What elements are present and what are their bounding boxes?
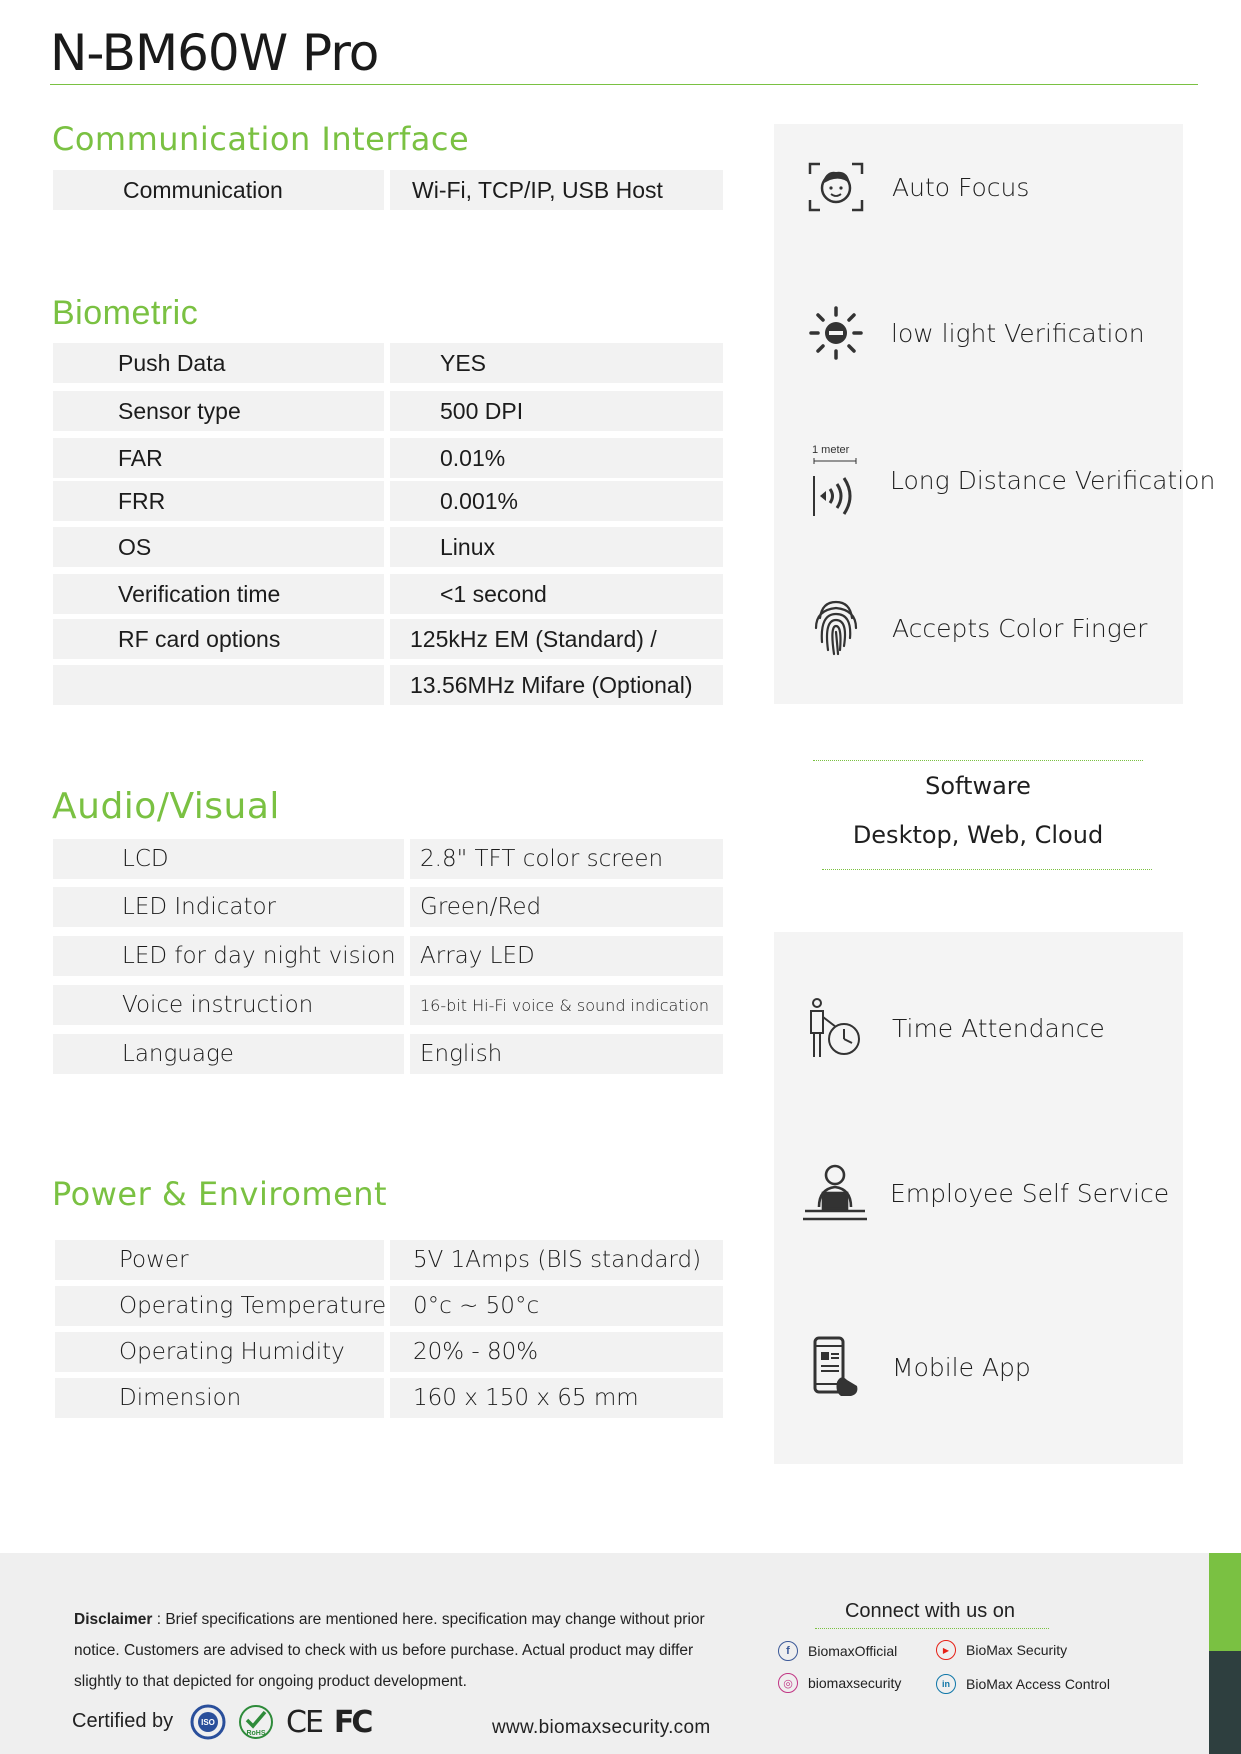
time-attendance-icon [804, 998, 864, 1058]
certified-label: Certified by [72, 1710, 174, 1732]
social-instagram[interactable] [778, 1673, 901, 1693]
rohs-logo-icon [238, 1704, 274, 1740]
connect-title: Connect with us on [844, 1600, 1016, 1622]
feature-label: Employee Self Service [890, 1178, 1170, 1208]
ce-mark-icon: CE [286, 1704, 322, 1740]
spec-label: LED Indicator [122, 894, 277, 920]
section-heading-communication: Communication Interface [52, 120, 470, 158]
connect-divider [815, 1628, 1049, 1629]
spec-value: 0.001% [440, 487, 519, 514]
footer-accent-green [1209, 1553, 1241, 1651]
feature-label: Time Attendance [892, 1013, 1105, 1043]
feature-label: low light Verification [891, 318, 1145, 348]
spec-value: 13.56MHz Mifare (Optional) [410, 671, 693, 698]
spec-value: 16-bit Hi-Fi voice & sound indication [420, 995, 709, 1015]
face-scan-icon [806, 157, 866, 217]
spec-label: LCD [122, 846, 169, 872]
spec-label: Voice instruction [122, 992, 314, 1018]
feature-time-attendance [804, 998, 1105, 1058]
software-title: Software [925, 772, 1031, 800]
spec-value: 160 x 150 x 65 mm [413, 1385, 639, 1411]
spec-label: Language [122, 1041, 234, 1067]
spec-value: 500 DPI [440, 397, 524, 424]
spec-label: Communication [123, 176, 283, 203]
spec-label: Operating Temperature [119, 1293, 387, 1319]
feature-auto-focus [806, 157, 1030, 217]
spec-value: 5V 1Amps (BIS standard) [413, 1247, 702, 1273]
spec-label: RF card options [118, 625, 281, 652]
spec-label: Verification time [118, 580, 281, 607]
spec-label: Push Data [118, 349, 226, 376]
title-divider [50, 84, 1198, 85]
spec-label: Dimension [119, 1385, 242, 1411]
rohs-mark: RoHS [246, 1730, 266, 1737]
section-heading-audio-visual: Audio/Visual [52, 786, 280, 827]
social-label: BioMax Security [966, 1642, 1068, 1658]
distance-signal-icon [806, 444, 866, 518]
spec-value: English [420, 1041, 503, 1067]
fingerprint-icon [806, 598, 866, 658]
spec-label: Operating Humidity [119, 1339, 345, 1365]
social-linkedin[interactable] [936, 1674, 1110, 1694]
spec-label: FRR [118, 487, 166, 514]
section-heading-biometric: Biometric [52, 294, 199, 332]
spec-label: Power [119, 1247, 189, 1273]
spec-value: 0°c ~ 50°c [413, 1293, 540, 1319]
linkedin-icon: in [936, 1674, 956, 1694]
feature-long-distance [806, 444, 1216, 518]
fcc-mark-icon: FC [333, 1704, 371, 1740]
social-label: BiomaxOfficial [808, 1643, 898, 1659]
page-title: N-BM60W Pro [50, 24, 379, 82]
spec-label: FAR [118, 444, 163, 471]
spec-value: 125kHz EM (Standard) / [410, 625, 657, 652]
spec-value: 20% - 80% [413, 1339, 539, 1365]
spec-label: LED for day night vision [122, 943, 396, 969]
footer-accent-dark [1209, 1651, 1241, 1754]
feature-low-light [806, 303, 1145, 363]
spec-value: Wi-Fi, TCP/IP, USB Host [412, 176, 663, 203]
spec-value: Linux [440, 533, 495, 560]
cert-logos [190, 1704, 370, 1740]
feature-label: Long Distance Verification [890, 466, 1216, 495]
instagram-icon: ◎ [778, 1673, 798, 1693]
spec-value: 2.8" TFT color screen [420, 846, 664, 872]
facebook-icon: f [778, 1641, 798, 1661]
feature-label: Auto Focus [892, 172, 1030, 202]
software-divider-bottom [822, 869, 1152, 870]
software-divider-top [813, 760, 1143, 761]
social-facebook[interactable] [778, 1641, 897, 1661]
youtube-icon: ▶ [936, 1640, 956, 1660]
spec-value: YES [440, 349, 487, 376]
spec-value: Green/Red [420, 894, 542, 920]
feature-mobile-app [806, 1337, 1031, 1397]
distance-caption: 1 meter [812, 444, 850, 456]
section-heading-power: Power & Enviroment [52, 1175, 388, 1213]
spec-value: 0.01% [440, 444, 506, 471]
social-label: biomaxsecurity [808, 1675, 902, 1691]
mobile-app-icon [806, 1337, 866, 1397]
employee-desk-icon [800, 1163, 870, 1223]
feature-label: Accepts Color Finger [892, 613, 1148, 643]
iso-mark: ISO [201, 1718, 215, 1727]
spec-label: OS [118, 533, 152, 560]
software-value: Desktop, Web, Cloud [852, 821, 1104, 849]
feature-color-finger [806, 598, 1148, 658]
spec-value: Array LED [420, 943, 535, 969]
social-label: BioMax Access Control [966, 1676, 1110, 1692]
feature-employee-self-service [800, 1163, 1170, 1223]
social-youtube[interactable] [936, 1640, 1067, 1660]
spec-label: Sensor type [118, 397, 241, 424]
sun-icon [806, 303, 866, 363]
disclaimer-text: : Brief specifications are mentioned here. specification may change without prior notice. Customers are advised to check with us before purchase. Actual product may differ slightly to that depicted for ongoing product development. [74, 1611, 705, 1690]
disclaimer-label: Disclaimer [74, 1611, 153, 1628]
iso-logo-icon [190, 1704, 226, 1740]
disclaimer [74, 1604, 724, 1697]
website-link[interactable]: www.biomaxsecurity.com [492, 1717, 711, 1738]
spec-value: <1 second [440, 580, 547, 607]
feature-label: Mobile App [892, 1352, 1031, 1382]
